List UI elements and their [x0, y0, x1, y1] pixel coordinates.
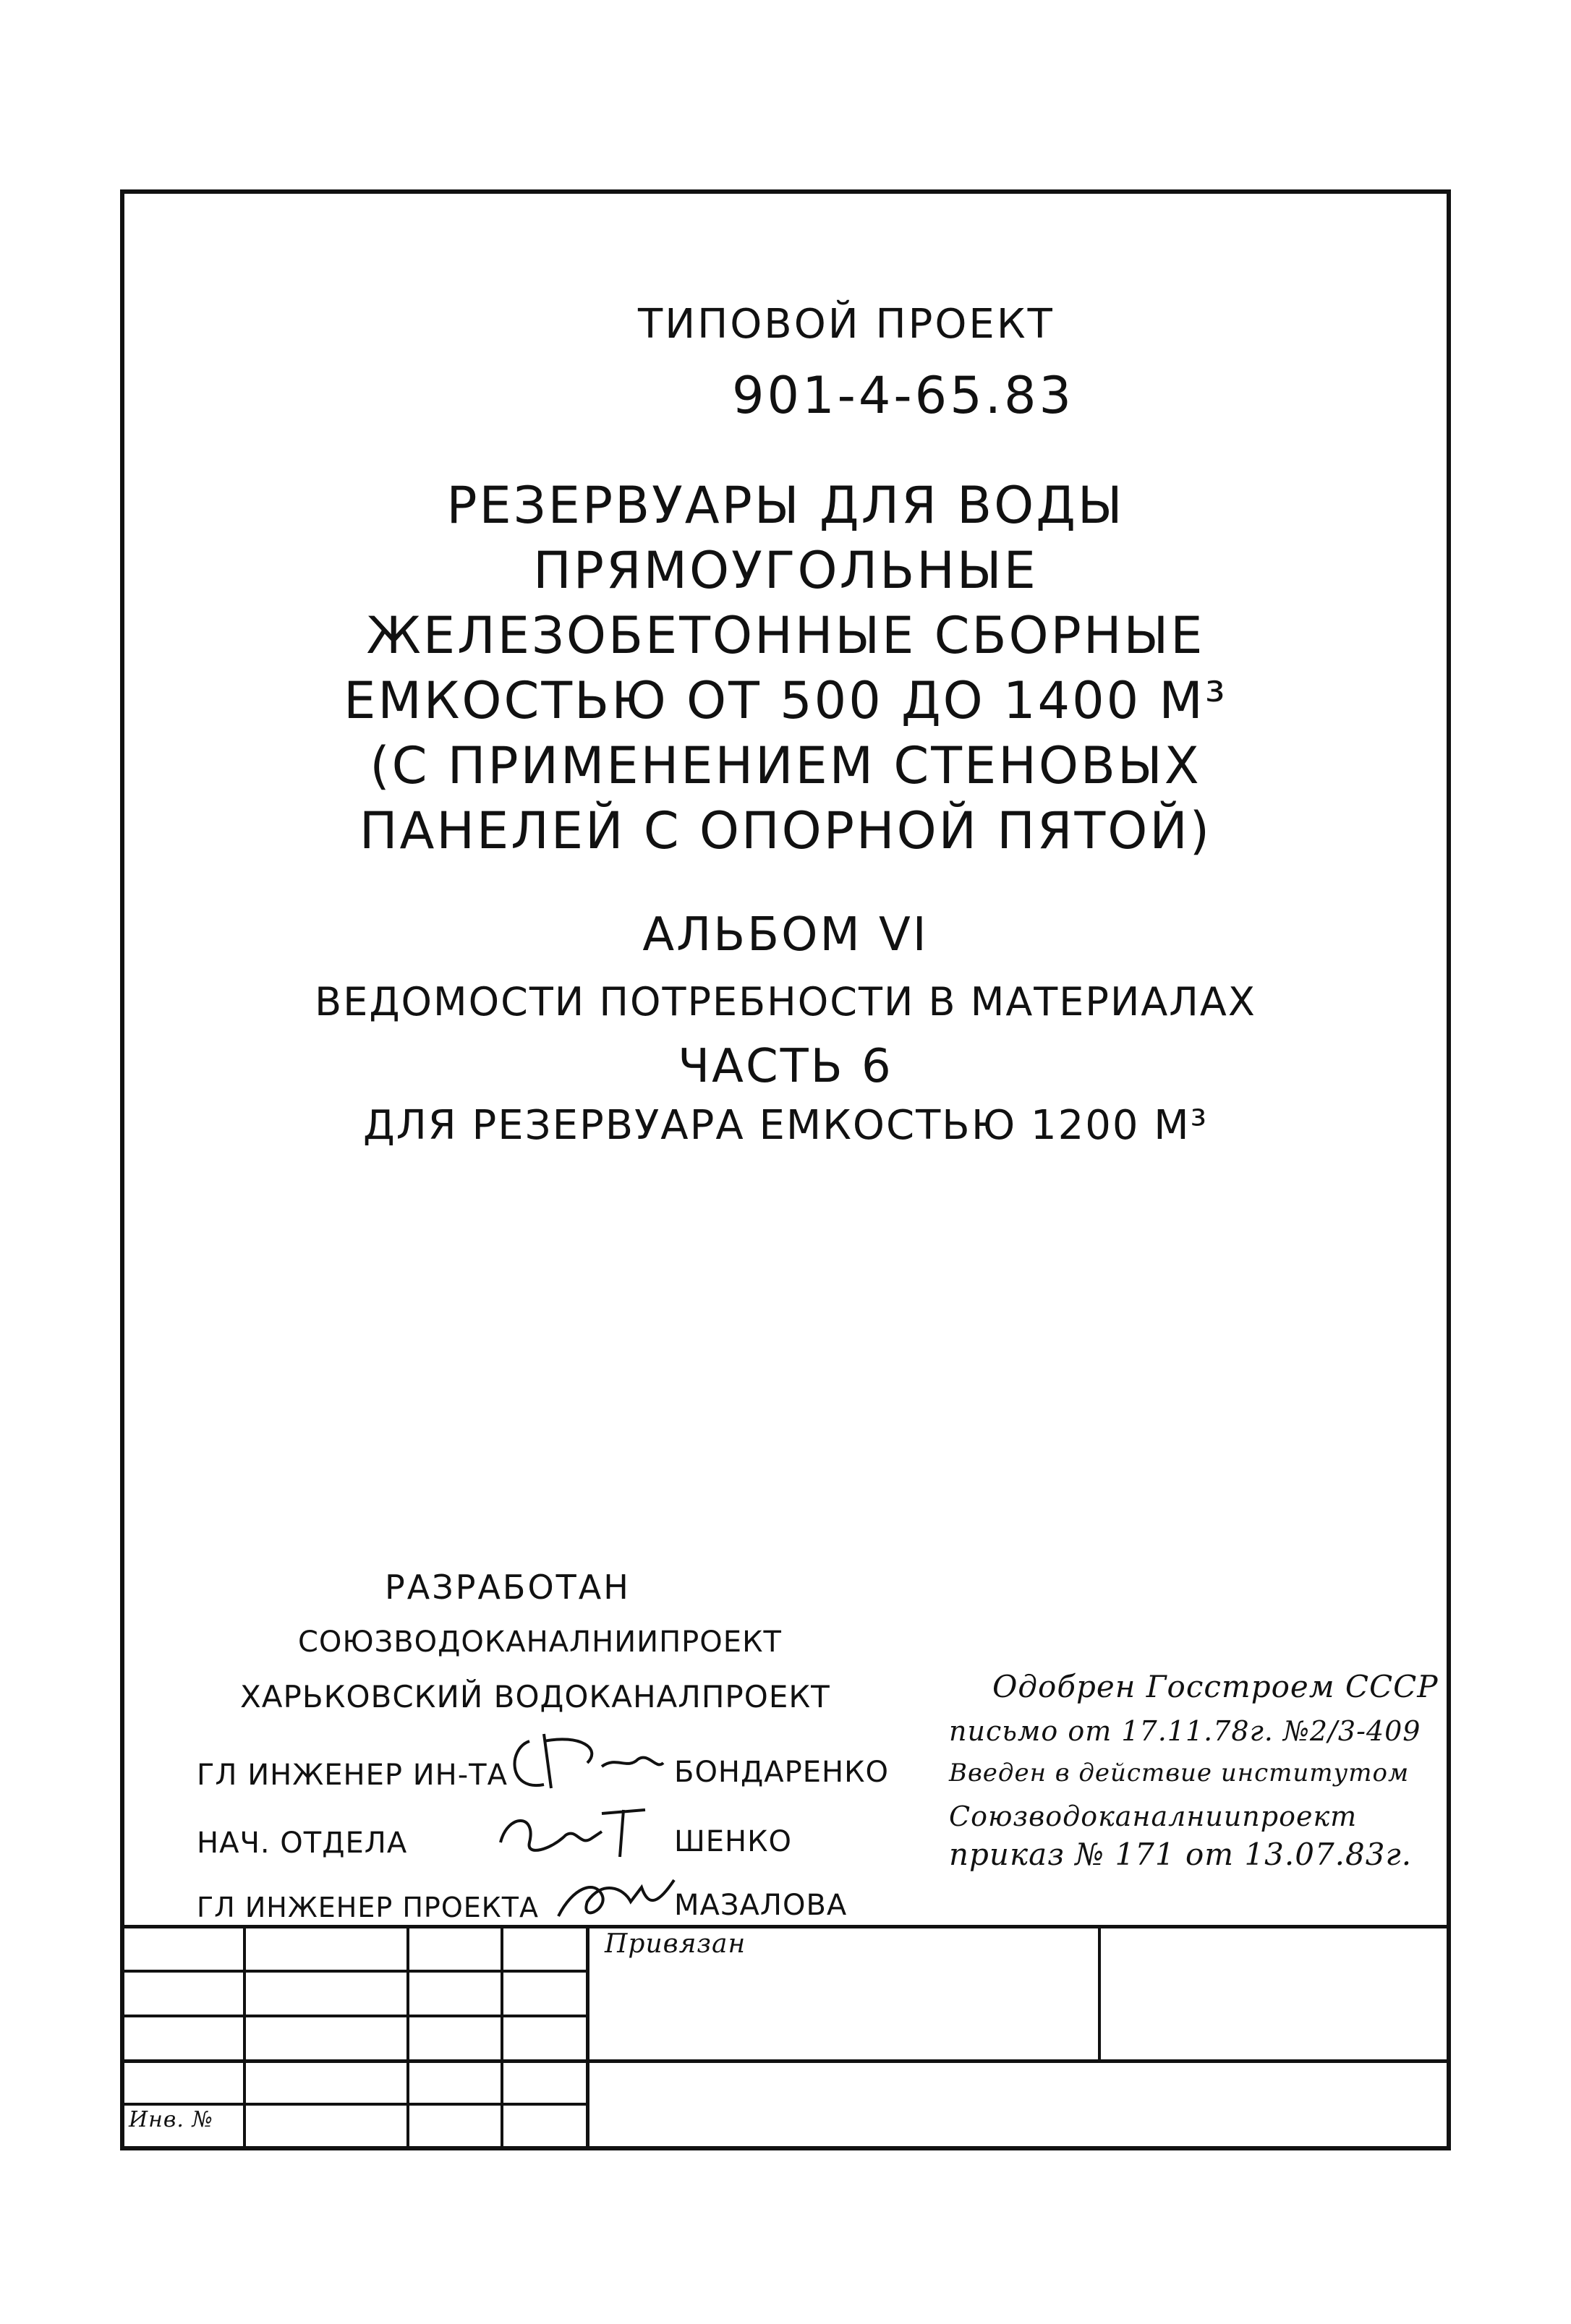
- approval-line-2: письмо от 17.11.78г. №2/3-409: [949, 1715, 1421, 1747]
- signature-name-3: МАЗАЛОВА: [674, 1889, 848, 1922]
- title-line-6: ПАНЕЛЕЙ С ОПОРНОЙ ПЯТОЙ): [359, 801, 1212, 860]
- signature-name-2: ШЕНКО: [674, 1825, 793, 1858]
- approval-line-3: Введен в действие институтом: [949, 1759, 1410, 1787]
- album-target: ДЛЯ РЕЗЕРВУАРА ЕМКОСТЬЮ 1200 М³: [362, 1102, 1209, 1149]
- inventory-number-label: Инв. №: [129, 2107, 213, 2132]
- signature-role-2: НАЧ. ОТДЕЛА: [197, 1827, 408, 1860]
- drawing-sheet-frame: [120, 189, 1451, 2150]
- approval-line-4: Союзводоканалниипроект: [949, 1800, 1358, 1832]
- developer-org-1: СОЮЗВОДОКАНАЛНИИПРОЕКТ: [298, 1625, 782, 1659]
- title-line-2: ПРЯМОУГОЛЬНЫЕ: [533, 541, 1038, 600]
- title-line-3: ЖЕЛЕЗОБЕТОННЫЕ СБОРНЫЕ: [366, 606, 1205, 665]
- bound-label: Привязан: [605, 1929, 746, 1959]
- album-subject: ВЕДОМОСТИ ПОТРЕБНОСТИ В МАТЕРИАЛАХ: [315, 979, 1256, 1025]
- album-label: АЛЬБОМ VI: [642, 908, 929, 962]
- signature-scribble-3: [551, 1866, 681, 1931]
- title-line-1: РЕЗЕРВУАРЫ ДЛЯ ВОДЫ: [446, 476, 1125, 535]
- signature-scribble-2: [493, 1799, 660, 1864]
- type-project-label: ТИПОВОЙ ПРОЕКТ: [638, 301, 1055, 348]
- stamp-grid: [124, 1925, 1447, 2146]
- approval-line-1: Одобрен Госстроем СССР: [992, 1669, 1439, 1704]
- album-part: ЧАСТЬ 6: [678, 1040, 893, 1093]
- approval-line-5: приказ № 171 от 13.07.83г.: [949, 1837, 1413, 1872]
- signature-scribble-1: [501, 1727, 667, 1799]
- signature-role-3: ГЛ ИНЖЕНЕР ПРОЕКТА: [197, 1892, 539, 1923]
- title-line-4: ЕМКОСТЬЮ ОТ 500 ДО 1400 М³: [344, 671, 1227, 730]
- developer-org-2: ХАРЬКОВСКИЙ ВОДОКАНАЛПРОЕКТ: [240, 1679, 830, 1714]
- signature-name-1: БОНДАРЕНКО: [674, 1756, 889, 1789]
- title-line-5: (С ПРИМЕНЕНИЕМ СТЕНОВЫХ: [370, 736, 1201, 795]
- project-number: 901-4-65.83: [732, 366, 1075, 425]
- developed-by-label: РАЗРАБОТАН: [385, 1568, 631, 1607]
- signature-role-1: ГЛ ИНЖЕНЕР ИН-ТА: [197, 1759, 508, 1792]
